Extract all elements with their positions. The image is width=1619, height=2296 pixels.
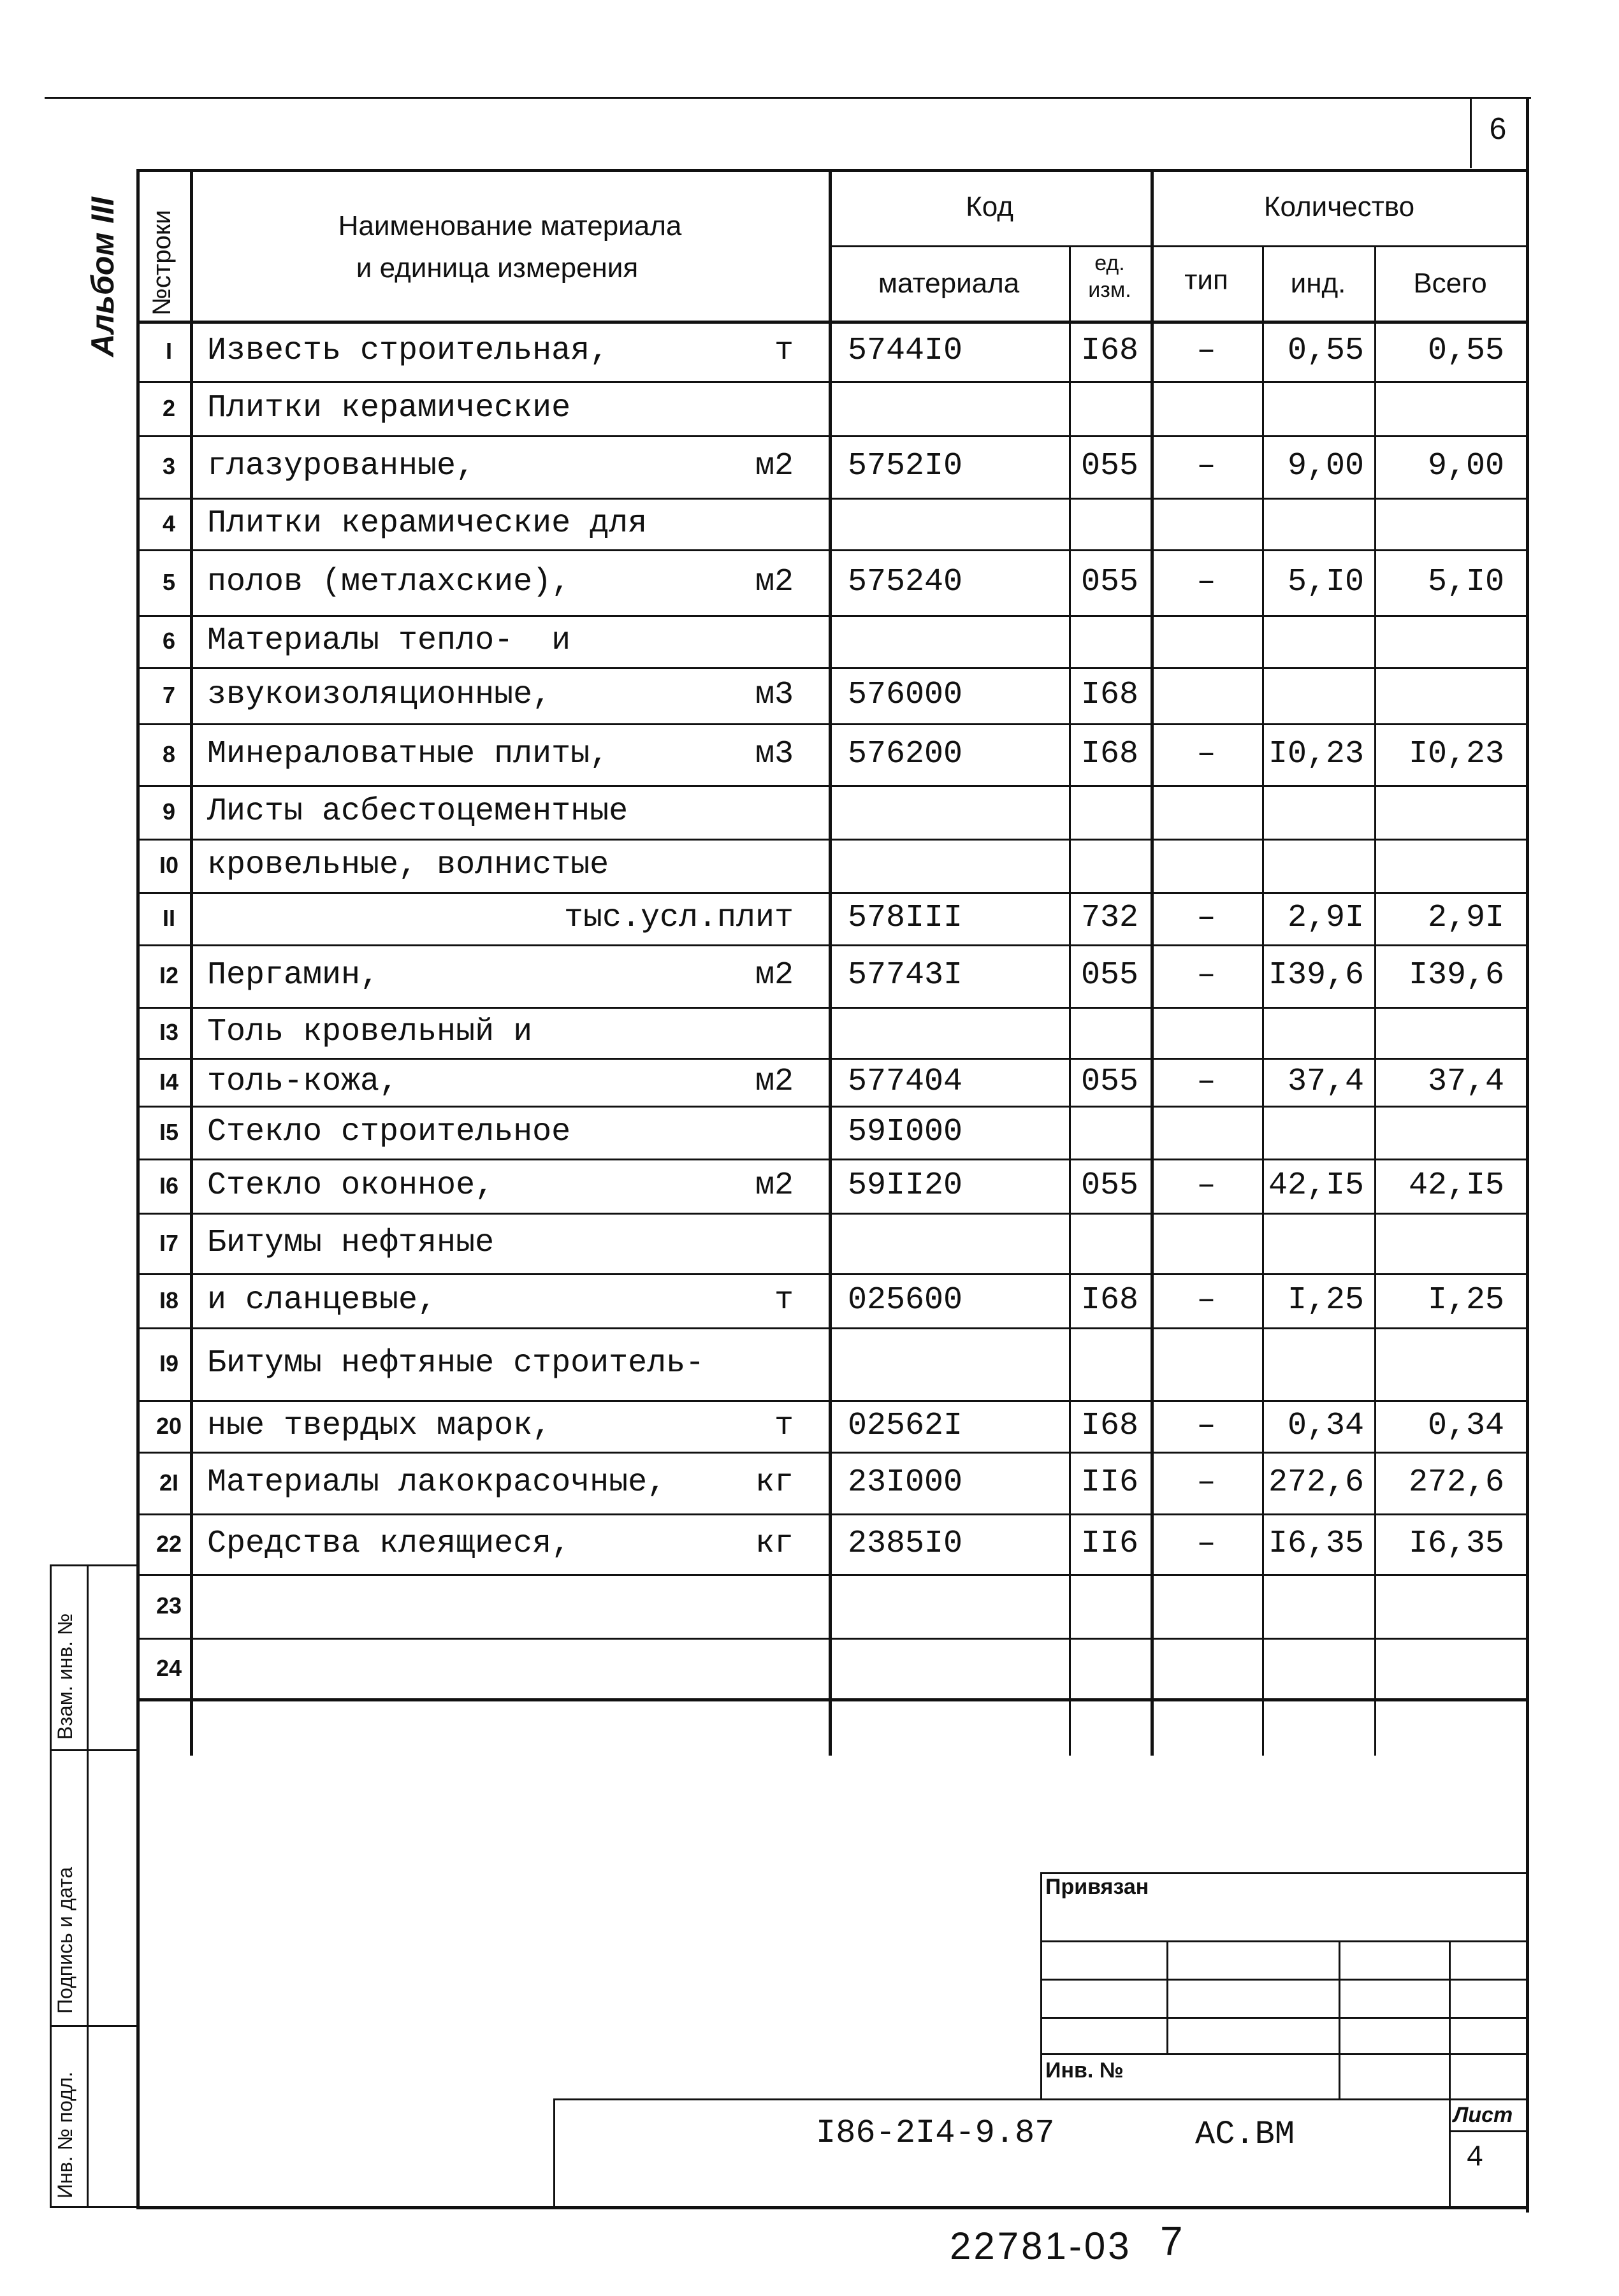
footer-extra: 7	[1160, 2218, 1183, 2264]
qty-type: –	[1196, 900, 1216, 936]
row-divider	[136, 944, 1528, 946]
stamp-bound-label: Привязан	[1045, 1875, 1149, 1899]
stamp-left	[1040, 1872, 1042, 2098]
qty-type: –	[1196, 448, 1216, 484]
material-name: и сланцевые,	[207, 1282, 437, 1318]
header-qty-type: тип	[1184, 264, 1228, 296]
material-name: Минераловатные плиты,	[207, 735, 609, 772]
row-divider	[136, 1106, 1528, 1108]
material-name: Средства клеящиеся,	[207, 1525, 571, 1562]
header-name-line2: и единица измерения	[356, 252, 639, 284]
side-strip-line	[50, 1564, 52, 2208]
left-border	[136, 169, 140, 2208]
material-unit: тыс.усл.плит	[563, 900, 794, 936]
subheader-line	[829, 245, 1528, 247]
material-name: Стекло строительное	[207, 1113, 571, 1150]
material-name: толь-кожа,	[207, 1063, 399, 1100]
header-qty-ind: инд.	[1290, 268, 1346, 299]
unit-code: I68	[1080, 1407, 1138, 1444]
side-label-inv-no: Взам. инв. №	[54, 1613, 76, 1740]
stamp-doc-mark: АС.ВМ	[1195, 2116, 1295, 2153]
row-number: I	[165, 337, 172, 364]
qty-total: I39,6	[1408, 957, 1504, 993]
unit-code: 055	[1080, 563, 1138, 600]
qty-type: –	[1196, 563, 1216, 600]
material-unit: м2	[755, 1063, 794, 1100]
unit-code: I68	[1080, 735, 1138, 772]
album-label: Альбом III	[85, 197, 120, 357]
material-code: 59I000	[848, 1113, 963, 1150]
unit-code: II6	[1080, 1525, 1138, 1562]
qty-ind: 272,6	[1268, 1464, 1364, 1501]
material-unit: т	[774, 332, 794, 369]
material-code: 02562I	[848, 1407, 963, 1444]
qty-ind: 0,34	[1287, 1407, 1364, 1444]
row-divider	[136, 498, 1528, 500]
material-unit: кг	[755, 1464, 794, 1501]
material-name: кровельные, волнистые	[207, 847, 609, 883]
row-divider	[136, 1452, 1528, 1454]
row-number: 4	[162, 510, 176, 537]
qty-total: 0,55	[1427, 332, 1504, 369]
row-number: 7	[162, 682, 176, 708]
side-line-4	[50, 2206, 136, 2208]
material-unit: м2	[755, 957, 794, 993]
row-number: 6	[162, 628, 176, 654]
row-divider	[136, 1213, 1528, 1215]
side-line-2	[50, 1749, 136, 1751]
qty-total: 272,6	[1408, 1464, 1504, 1501]
qty-type: –	[1196, 1282, 1216, 1318]
qty-type: –	[1196, 332, 1216, 369]
qty-type: –	[1196, 1063, 1216, 1100]
row-number: 2	[162, 394, 176, 421]
unit-code: 055	[1080, 957, 1138, 993]
header-code-unit: ед. изм.	[1088, 251, 1131, 302]
col-sep-num	[190, 169, 193, 1756]
qty-type: –	[1196, 1167, 1216, 1204]
row-divider	[136, 1273, 1528, 1275]
qty-ind: I39,6	[1268, 957, 1364, 993]
header-name-line1: Наименование материала	[338, 210, 682, 242]
qty-total: I0,23	[1408, 735, 1504, 772]
stamp-main-left	[553, 2098, 555, 2208]
unit-code: I68	[1080, 677, 1138, 713]
row-number: 23	[156, 1592, 182, 1619]
material-code: 57743I	[848, 957, 963, 993]
row-number: 9	[162, 798, 176, 825]
material-code: 578III	[848, 900, 963, 936]
material-name: звукоизоляционные,	[207, 677, 552, 713]
unit-code: 055	[1080, 1063, 1138, 1100]
page-number-box	[1470, 97, 1472, 168]
row-divider	[136, 549, 1528, 551]
row-divider	[136, 1638, 1528, 1640]
row-number: 2I	[159, 1469, 179, 1496]
material-name: Известь строительная,	[207, 332, 609, 369]
material-code: 577404	[848, 1063, 963, 1100]
qty-type: –	[1196, 957, 1216, 993]
header-qty-total: Всего	[1413, 268, 1487, 299]
side-line-1	[50, 1564, 136, 1566]
material-name: Плитки керамические для	[207, 505, 648, 542]
qty-ind: I,25	[1287, 1282, 1364, 1318]
qty-total: 5,I0	[1427, 563, 1504, 600]
unit-code: 732	[1080, 900, 1138, 936]
qty-ind: 42,I5	[1268, 1167, 1364, 1204]
material-name: ные твердых марок,	[207, 1407, 552, 1444]
row-divider	[136, 785, 1528, 787]
row-number: I4	[159, 1068, 179, 1095]
unit-code: II6	[1080, 1464, 1138, 1501]
row-number: I7	[159, 1229, 179, 1256]
col-sep-code	[829, 169, 832, 1756]
stamp-sheet-sep	[1449, 2130, 1528, 2132]
qty-ind: 5,I0	[1287, 563, 1364, 600]
row-divider	[136, 1400, 1528, 1402]
qty-type: –	[1196, 1407, 1216, 1444]
row-number: I9	[159, 1350, 179, 1376]
material-name: Стекло оконное,	[207, 1167, 495, 1204]
material-unit: т	[774, 1407, 794, 1444]
row-number: I6	[159, 1172, 179, 1199]
row-number: I8	[159, 1287, 179, 1313]
material-name: Толь кровельный и	[207, 1014, 533, 1050]
row-divider	[136, 435, 1528, 437]
row-number: 20	[156, 1412, 182, 1439]
qty-ind: 0,55	[1287, 332, 1364, 369]
header-row-no: №строки	[148, 210, 176, 315]
row-divider	[136, 1159, 1528, 1160]
header-code-material: материала	[878, 268, 1020, 299]
side-label-sign-date: Подпись и дата	[54, 1866, 76, 2014]
qty-ind: 2,9I	[1287, 900, 1364, 936]
qty-total: 42,I5	[1408, 1167, 1504, 1204]
material-name: Материалы лакокрасочные,	[207, 1464, 667, 1501]
stamp-sheet-left	[1449, 2098, 1451, 2208]
qty-type: –	[1196, 1525, 1216, 1562]
material-unit: м2	[755, 448, 794, 484]
stamp-doc-code: I86-2I4-9.87	[816, 2114, 1055, 2152]
side-line-3	[50, 2025, 136, 2027]
row-divider	[136, 839, 1528, 841]
material-name: Материалы тепло- и	[207, 623, 571, 659]
stamp-top	[1040, 1872, 1528, 1874]
row-divider	[136, 892, 1528, 894]
row-divider	[136, 1007, 1528, 1009]
header-code: Код	[966, 191, 1013, 222]
unit-code: 055	[1080, 1167, 1138, 1204]
row-divider	[136, 667, 1528, 669]
material-unit: кг	[755, 1525, 794, 1562]
qty-total: I6,35	[1408, 1525, 1504, 1562]
stamp-grid-h2	[1040, 1979, 1528, 1981]
unit-code: I68	[1080, 1282, 1138, 1318]
row-number: I2	[159, 962, 179, 988]
qty-total: I,25	[1427, 1282, 1504, 1318]
row-number: I3	[159, 1019, 179, 1045]
qty-total: 9,00	[1427, 448, 1504, 484]
material-name: Битумы нефтяные	[207, 1224, 495, 1261]
right-border	[1526, 97, 1529, 2213]
material-name: Пергамин,	[207, 957, 380, 993]
stamp-grid-h3	[1040, 2017, 1528, 2019]
row-divider	[136, 1698, 1528, 1701]
stamp-main-top	[553, 2098, 1528, 2100]
row-number: 5	[162, 568, 176, 595]
row-number: 3	[162, 453, 176, 479]
stamp-grid-h4	[1040, 2053, 1528, 2055]
material-name: Листы асбестоцементные	[207, 793, 628, 830]
material-code: 5752I0	[848, 448, 963, 484]
qty-ind: I0,23	[1268, 735, 1364, 772]
material-name: глазурованные,	[207, 448, 476, 484]
row-divider	[136, 381, 1528, 383]
material-unit: м3	[755, 735, 794, 772]
row-divider	[136, 615, 1528, 617]
side-strip-line-2	[87, 1564, 89, 2208]
page-number: 6	[1489, 112, 1507, 146]
material-code: 2385I0	[848, 1525, 963, 1562]
unit-code: 055	[1080, 448, 1138, 484]
stamp-inv-label: Инв. №	[1045, 2058, 1124, 2083]
table-top	[136, 169, 1528, 172]
material-name: Битумы нефтяные строитель-	[207, 1345, 705, 1382]
qty-total: 0,34	[1427, 1407, 1504, 1444]
row-divider	[136, 1058, 1528, 1060]
material-name: полов (метлахские),	[207, 563, 571, 600]
material-unit: м3	[755, 677, 794, 713]
material-code: 5744I0	[848, 332, 963, 369]
stamp-grid-v2	[1339, 1940, 1340, 2098]
header-bottom	[136, 321, 1528, 324]
material-code: 575240	[848, 563, 963, 600]
material-name: Плитки керамические	[207, 389, 571, 426]
row-divider	[136, 723, 1528, 725]
row-number: I0	[159, 852, 179, 878]
unit-code: I68	[1080, 332, 1138, 369]
qty-total: 37,4	[1427, 1063, 1504, 1100]
footer-number: 22781-03	[950, 2225, 1132, 2267]
row-divider	[136, 1513, 1528, 1515]
bottom-border	[136, 2206, 1528, 2209]
row-divider	[136, 1327, 1528, 1329]
material-code: 23I000	[848, 1464, 963, 1501]
material-code: 59II20	[848, 1167, 963, 1204]
material-code: 576200	[848, 735, 963, 772]
material-unit: м2	[755, 563, 794, 600]
row-number: II	[162, 905, 175, 931]
row-divider	[136, 1574, 1528, 1576]
header-quantity: Количество	[1263, 191, 1415, 222]
side-label-inv-no-orig: Инв. № подл.	[54, 2071, 76, 2199]
qty-type: –	[1196, 1464, 1216, 1501]
material-unit: т	[774, 1282, 794, 1318]
row-number: 24	[156, 1654, 182, 1681]
qty-ind: 9,00	[1287, 448, 1364, 484]
stamp-grid-v1	[1166, 1940, 1168, 2053]
row-number: 22	[156, 1530, 182, 1557]
material-unit: м2	[755, 1167, 794, 1204]
material-code: 576000	[848, 677, 963, 713]
stamp-sheet-label: Лист	[1453, 2103, 1513, 2127]
qty-ind: 37,4	[1287, 1063, 1364, 1100]
qty-type: –	[1196, 735, 1216, 772]
qty-ind: I6,35	[1268, 1525, 1364, 1562]
row-number: 8	[162, 740, 176, 767]
stamp-sheet-no: 4	[1466, 2141, 1484, 2174]
top-border	[45, 97, 1531, 99]
qty-total: 2,9I	[1427, 900, 1504, 936]
stamp-grid-v3	[1449, 1940, 1451, 2098]
row-number: I5	[159, 1118, 179, 1145]
material-code: 025600	[848, 1282, 963, 1318]
stamp-grid-h1	[1040, 1940, 1528, 1942]
